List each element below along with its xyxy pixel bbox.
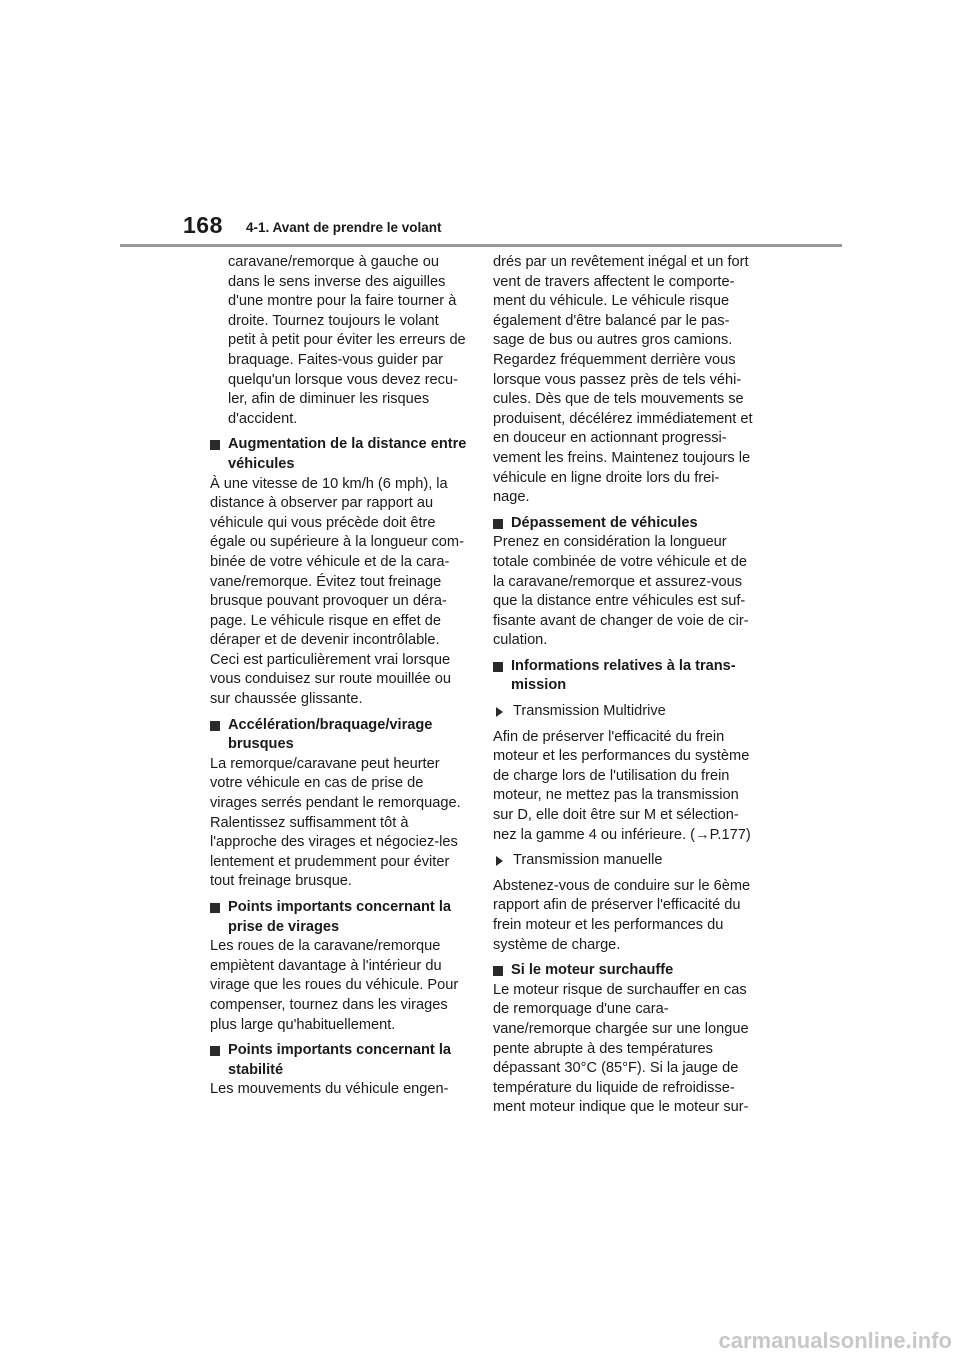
section-heading: Accélération/braquage/virage brusques [210, 716, 470, 755]
section-heading: Informations relatives à la trans-mission [493, 657, 753, 696]
paragraph: À une vitesse de 10 km/h (6 mph), la distance à observer par rapport au véhicule qui vous précède doit être égale ou supérieure à la longueur com-binée de votre véhicule et de la cara-vane/remorque. Évitez tout freinage brusque pouvant provoquer un déra-page. Le véhicule risque en effet de déraper et de devenir incontrôlable. Ceci est particulièrement vrai lorsque vous conduisez sur route mouillée ou sur chaussée glissante. [210, 475, 464, 708]
square-bullet-icon [210, 903, 220, 913]
paragraph: Le moteur risque de surchauffer en cas de remorquage d'une cara-vane/remorque chargée sur une longue pente abrupte à des températures dépassant 30°C (85°F). Si la jauge de température du liquide de refroidisse-ment moteur indique que le moteur sur- [493, 981, 749, 1116]
section-title: 4-1. Avant de prendre le volant [246, 220, 442, 235]
left-column [210, 253, 470, 1100]
section-heading: Points importants concernant la stabilité [210, 1041, 470, 1080]
section-heading: Dépassement de véhicules [493, 514, 753, 534]
square-bullet-icon [493, 519, 503, 529]
paragraph: caravane/remorque à gauche ou dans le sens inverse des aiguilles d'une montre pour la faire tourner à droite. Tournez toujours le volant petit à petit pour éviter les erreurs de braquage. Faites-vous guider par quelqu'un lorsque vous devez recu-ler, afin de diminuer les risques d'accident. [228, 254, 466, 427]
square-bullet-icon [493, 662, 503, 672]
square-bullet-icon [210, 440, 220, 450]
square-bullet-icon [210, 721, 220, 731]
paragraph: Les mouvements du véhicule engen- [210, 1081, 449, 1098]
paragraph: Prenez en considération la longueur totale combinée de votre véhicule et de la caravane/remorque et assurez-vous que la distance entre véhicules est suf-fisante avant de changer de voie de cir-culation. [493, 534, 749, 649]
triangle-bullet-icon [496, 707, 503, 717]
list-item: Transmission Multidrive [493, 702, 753, 722]
list-item: Transmission manuelle [493, 851, 753, 871]
paragraph: Les roues de la caravane/remorque empiètent davantage à l'intérieur du virage que les roues du véhicule. Pour compenser, tournez dans les virages plus large qu'habituellement. [210, 938, 459, 1033]
paragraph: Afin de préserver l'efficacité du frein moteur et les performances du système de charge lors de l'utilisation du frein moteur, ne mettez pas la transmission sur D, elle doit être sur M et sélection-nez la gamme 4 ou inférieure. (→P.177) [493, 728, 751, 843]
triangle-bullet-icon [496, 856, 503, 866]
section-heading: Si le moteur surchauffe [493, 961, 753, 981]
paragraph: La remorque/caravane peut heurter votre véhicule en cas de prise de virages serrés pendant le remorquage. Ralentissez suffisamment tôt à l'approche des virages et négociez-les lentement et prudemment pour éviter tout freinage brusque. [210, 755, 461, 890]
section-heading: Augmentation de la distance entre véhicules [210, 435, 470, 474]
square-bullet-icon [493, 966, 503, 976]
watermark: carmanualsonline.info [718, 1328, 952, 1353]
paragraph: drés par un revêtement inégal et un fort vent de travers affectent le comporte-ment du véhicule. Le véhicule risque également d'être balancé par le pas-sage de bus ou autres gros camions. Regardez fréquemment derrière vous lorsque vous passez près de tels véhi-cules. Dès que de tels mouvements se produisent, décélérez immédiatement et en douceur en actionnant progressi-vement les freins. Maintenez toujours le véhicule en ligne droite lors du frei-nage. [493, 254, 753, 506]
right-column [493, 253, 753, 1118]
paragraph: Abstenez-vous de conduire sur le 6ème rapport afin de préserver l'efficacité du frein moteur et les performances du système de charge. [493, 877, 751, 953]
section-heading: Points importants concernant la prise de virages [210, 898, 470, 937]
square-bullet-icon [210, 1046, 220, 1056]
header-rule [120, 244, 842, 247]
page-number: 168 [183, 212, 223, 238]
